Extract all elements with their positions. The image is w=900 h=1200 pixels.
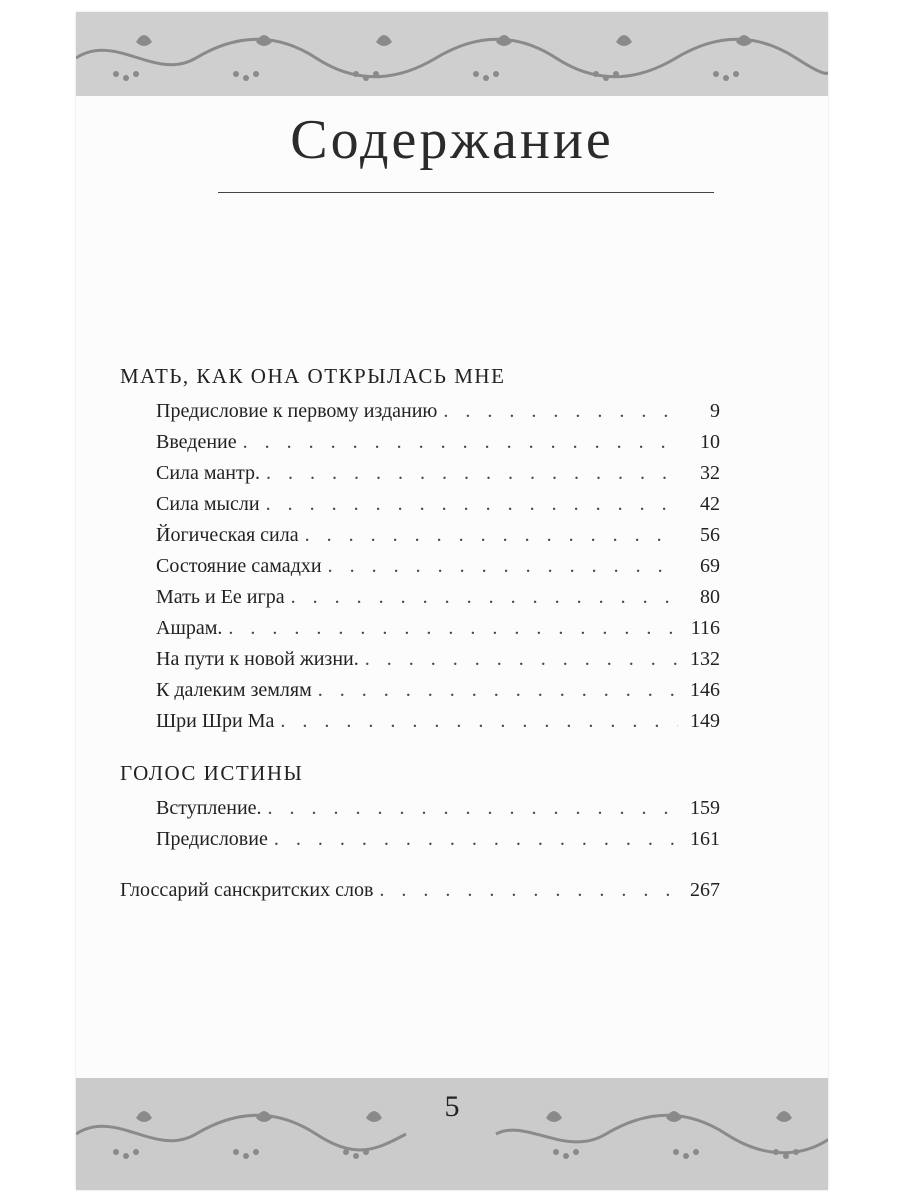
toc-entry bbox=[120, 824, 720, 855]
toc-entry bbox=[120, 520, 720, 551]
toc-entry bbox=[120, 582, 720, 613]
toc-entry-page: 80 bbox=[700, 586, 720, 608]
toc-entry-label: Введение bbox=[156, 431, 237, 453]
toc-entry-label: Сила мантр. bbox=[156, 462, 260, 484]
leader-dots bbox=[280, 706, 678, 737]
leader-dots bbox=[228, 613, 678, 644]
page-title: Содержание bbox=[290, 109, 614, 171]
toc-entry-page: 159 bbox=[690, 797, 720, 819]
page-number bbox=[76, 1090, 828, 1124]
leader-dots bbox=[365, 644, 678, 675]
leader-dots bbox=[305, 520, 678, 551]
leader-dots bbox=[328, 551, 678, 582]
table-of-contents bbox=[120, 362, 720, 906]
toc-entry-glossary bbox=[120, 875, 720, 906]
floral-border-icon bbox=[76, 12, 828, 96]
toc-entry-label: Йогическая сила bbox=[156, 524, 299, 546]
toc-entry-page: 132 bbox=[690, 648, 720, 670]
leader-dots bbox=[266, 489, 678, 520]
book-page bbox=[76, 12, 828, 1190]
toc-entry-label: Глоссарий санскритских слов bbox=[120, 879, 374, 901]
toc-entry-page: 56 bbox=[700, 524, 720, 546]
leader-dots bbox=[268, 793, 678, 824]
toc-entry-page: 9 bbox=[710, 400, 720, 422]
toc-entry-label: На пути к новой жизни. bbox=[156, 648, 359, 670]
toc-entry-page: 267 bbox=[690, 879, 720, 901]
leader-dots bbox=[243, 427, 678, 458]
toc-entry-label: Предисловие bbox=[156, 828, 268, 850]
toc-entry bbox=[120, 489, 720, 520]
page-number-text: 5 bbox=[444, 1090, 460, 1123]
toc-entry bbox=[120, 427, 720, 458]
toc-entry-label: Шри Шри Ма bbox=[156, 710, 275, 732]
section-heading: МАТЬ, КАК ОНА ОТКРЫЛАСЬ МНЕ bbox=[120, 364, 506, 388]
top-ornament-band bbox=[76, 12, 828, 96]
toc-entry-page: 149 bbox=[690, 710, 720, 732]
toc-entry-page: 161 bbox=[690, 828, 720, 850]
toc-entry bbox=[120, 706, 720, 737]
toc-entry-label: Состояние самадхи bbox=[156, 555, 322, 577]
toc-entry bbox=[120, 551, 720, 582]
toc-entry-label: Ашрам. bbox=[156, 617, 223, 639]
toc-entry bbox=[120, 613, 720, 644]
toc-entry bbox=[120, 793, 720, 824]
toc-entry bbox=[120, 675, 720, 706]
toc-entry-page: 42 bbox=[700, 493, 720, 515]
toc-entry-label: К далеким землям bbox=[156, 679, 312, 701]
toc-entry-label: Сила мысли bbox=[156, 493, 260, 515]
toc-entry bbox=[120, 458, 720, 489]
toc-entry-page: 116 bbox=[690, 617, 720, 639]
toc-entry bbox=[120, 644, 720, 675]
toc-entry-page: 10 bbox=[700, 431, 720, 453]
section-heading: ГОЛОС ИСТИНЫ bbox=[120, 761, 304, 785]
toc-entry-page: 32 bbox=[700, 462, 720, 484]
leader-dots bbox=[379, 875, 678, 906]
leader-dots bbox=[318, 675, 678, 706]
toc-entry-label: Вступление. bbox=[156, 797, 262, 819]
toc-entry-label: Предисловие к первому изданию bbox=[156, 400, 438, 422]
leader-dots bbox=[274, 824, 678, 855]
toc-entry bbox=[120, 396, 720, 427]
toc-entry-label: Мать и Ее игра bbox=[156, 586, 285, 608]
title-divider bbox=[218, 192, 714, 193]
toc-entry-page: 69 bbox=[700, 555, 720, 577]
leader-dots bbox=[266, 458, 678, 489]
leader-dots bbox=[443, 396, 678, 427]
toc-entry-page: 146 bbox=[690, 679, 720, 701]
leader-dots bbox=[291, 582, 678, 613]
